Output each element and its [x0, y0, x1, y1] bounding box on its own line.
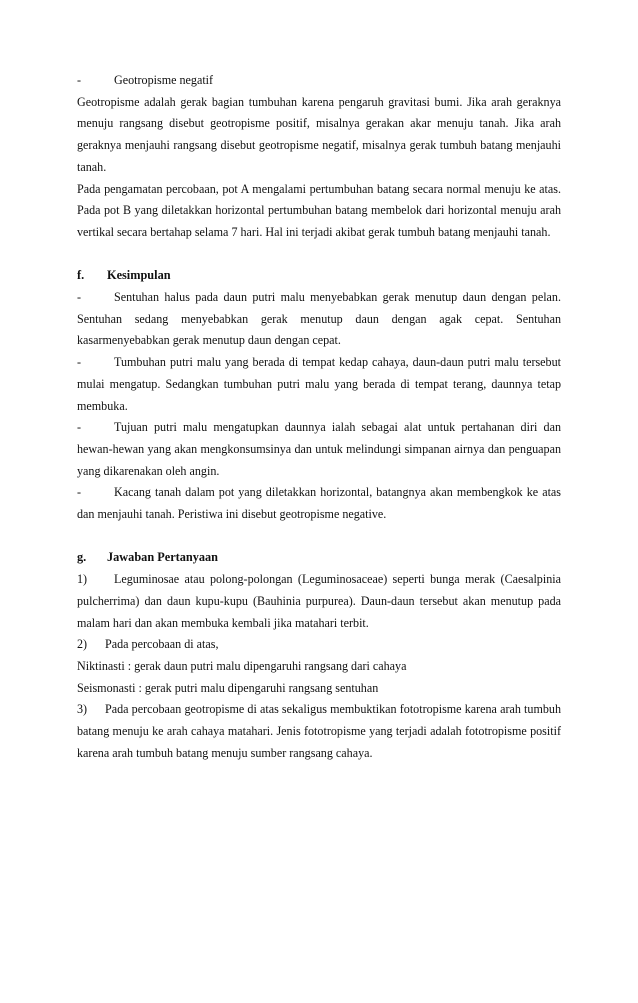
answer-number: 2) [77, 637, 88, 652]
answer-2 [77, 634, 561, 656]
bullet-dash: - [77, 485, 82, 500]
conclusion-text: Tujuan putri malu mengatupkan daunnya ialah sebagai alat untuk pertahanan diri dan hewan-hewan yang akan mengkonsumsinya dan untuk melindungi simpanan airnya dan penguapan yang dikarenakan oleh angin. [77, 420, 561, 478]
subtitle-line [77, 70, 561, 92]
section-letter: g. [77, 550, 87, 565]
answer-1 [77, 569, 561, 634]
answer-number: 3) [77, 702, 88, 717]
answer-number: 1) [77, 572, 88, 587]
answer-3 [77, 699, 561, 764]
document-page [77, 70, 561, 764]
answer-text: Pada percobaan di atas, [105, 637, 219, 652]
answer-2-line-2: Seismonasti : gerak putri malu dipengaruhi rangsang sentuhan [77, 680, 379, 695]
section-letter: f. [77, 268, 85, 283]
conclusion-item [77, 417, 561, 482]
answer-text: Leguminosae atau polong-polongan (Leguminosaceae) seperti bunga merak (Caesalpinia pulcherrima) dan daun kupu-kupu (Bauhinia purpurea). Daun-daun tersebut akan menutup pada malam hari dan akan membuka kembali jika matahari terbit. [77, 572, 561, 630]
subtitle-text: Geotropisme negatif [114, 73, 214, 87]
conclusion-text: Kacang tanah dalam pot yang diletakkan horizontal, batangnya akan membengkok ke atas dan menjauhi tanah. Peristiwa ini disebut geotropisme negative. [77, 485, 561, 522]
answer-text: Pada percobaan geotropisme di atas sekaligus membuktikan fototropisme karena arah tumbuh batang menuju ke arah cahaya matahari. Jenis fototropisme yang terjadi adalah fototropisme positif karena arah tumbuh batang menuju sumber rangsang cahaya. [77, 702, 561, 760]
conclusion-item [77, 352, 561, 417]
conclusion-text: Tumbuhan putri malu yang berada di tempat kedap cahaya, daun-daun putri malu tersebut mulai mengatup. Sedangkan tumbuhan putri malu yang berada di tempat terang, daunnya tetap membuka. [77, 355, 561, 413]
conclusion-item [77, 482, 561, 525]
bullet-dash: - [77, 420, 82, 435]
conclusion-item [77, 287, 561, 352]
bullet-dash: - [77, 290, 82, 305]
section-title: Jawaban Pertanyaan [107, 550, 219, 565]
intro-paragraph-2: Pada pengamatan percobaan, pot A mengalami pertumbuhan batang secara normal menuju ke atas. Pada pot B yang diletakkan horizontal pertumbuhan batang membelok dari horizontal menuju arah vertikal secara bertahap selama 7 hari. Hal ini terjadi akibat gerak tumbuh batang menjauhi tanah. [77, 181, 561, 239]
answer-2-line-1: Niktinasti : gerak daun putri malu dipengaruhi rangsang dari cahaya [77, 658, 407, 673]
intro-paragraph-1: Geotropisme adalah gerak bagian tumbuhan karena pengaruh gravitasi bumi. Jika arah geraknya menuju rangsang disebut geotropisme positif, misalnya gerakan akar menuju tanah. Jika arah geraknya menjauhi rangsang disebut geotropisme negatif, misalnya gerak tumbuh batang menjauhi tanah. [77, 94, 561, 174]
section-title: Kesimpulan [107, 268, 171, 283]
bullet-dash: - [77, 355, 82, 370]
bullet-dash: - [77, 73, 82, 87]
section-heading-jawaban [77, 547, 561, 569]
conclusion-text: Sentuhan halus pada daun putri malu menyebabkan gerak menutup daun dengan pelan. Sentuhan sedang menyebabkan gerak menutup daun dengan agak cepat. Sentuhan kasarmenyebabkan gerak menutup daun dengan cepat. [77, 290, 561, 348]
section-heading-kesimpulan [77, 265, 561, 287]
